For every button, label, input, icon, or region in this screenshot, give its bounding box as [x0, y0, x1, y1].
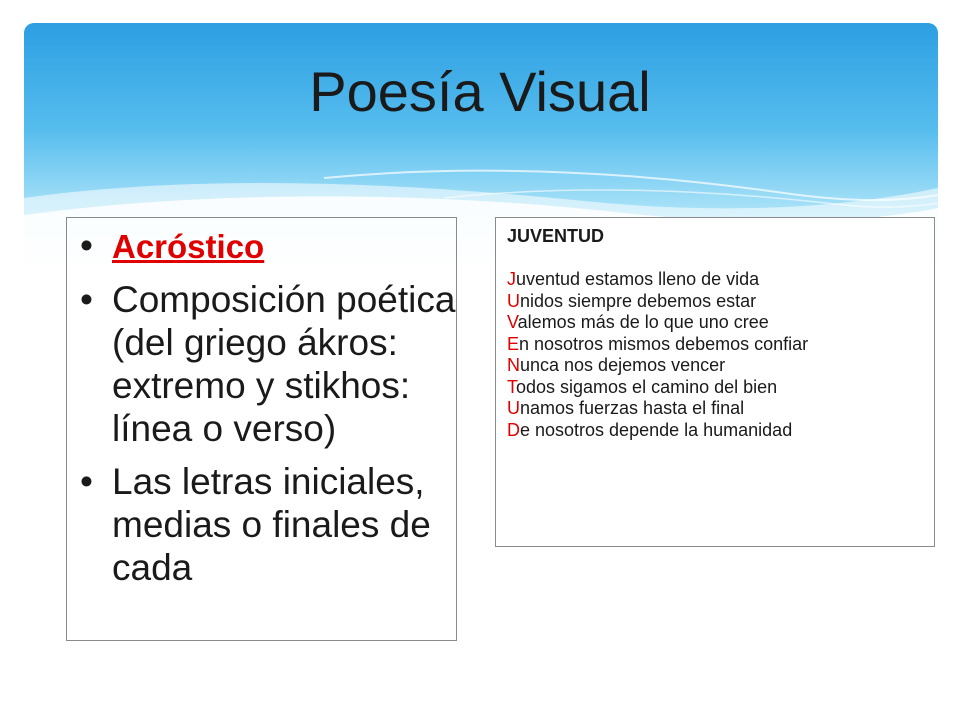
acrostico-heading: Acróstico — [112, 228, 265, 265]
bullet-item-acrostico — [80, 224, 460, 268]
poem-initial: V — [507, 312, 518, 332]
bullet-item-letters — [80, 460, 460, 589]
poem-line — [507, 355, 937, 377]
bullet-dot-icon: • — [80, 225, 93, 266]
poem-line-rest: alemos más de lo que uno cree — [517, 312, 769, 332]
letters-text: Las letras iniciales, medias o finales de cada — [112, 461, 431, 588]
bullet-item-definition — [80, 278, 460, 450]
poem-initial: U — [507, 290, 520, 311]
poem-line — [507, 334, 937, 356]
bullet-list — [80, 224, 460, 599]
poem-line-rest: uventud estamos lleno de vida — [516, 269, 760, 289]
poem-initial: U — [507, 398, 520, 418]
poem — [507, 226, 937, 441]
poem-line — [507, 377, 937, 399]
poem-line-rest: unca nos dejemos vencer — [520, 355, 726, 375]
poem-initial: T — [507, 376, 516, 397]
poem-initial: D — [507, 419, 520, 440]
poem-line — [507, 420, 937, 442]
poem-line-rest: n nosotros mismos debemos confiar — [519, 333, 809, 354]
poem-title: JUVENTUD — [507, 226, 605, 246]
poem-initial: J — [507, 269, 516, 289]
poem-line — [507, 312, 937, 334]
poem-line-rest: e nosotros depende la humanidad — [520, 419, 793, 440]
poem-line-rest: nidos siempre debemos estar — [520, 290, 757, 311]
slide-title: Poesía Visual — [309, 60, 651, 123]
bullet-dot-icon: • — [80, 279, 93, 320]
poem-line — [507, 291, 937, 313]
poem-line — [507, 398, 937, 420]
poem-initial: E — [507, 333, 520, 354]
poem-line-rest: namos fuerzas hasta el final — [520, 398, 745, 418]
bullet-dot-icon: • — [80, 461, 93, 502]
poem-initial: N — [507, 355, 520, 375]
poem-line — [507, 269, 937, 291]
definition-text: Composición poética (del griego ákros: extremo y stikhos: línea o verso) — [112, 279, 456, 449]
poem-line-rest: odos sigamos el camino del bien — [516, 376, 778, 397]
